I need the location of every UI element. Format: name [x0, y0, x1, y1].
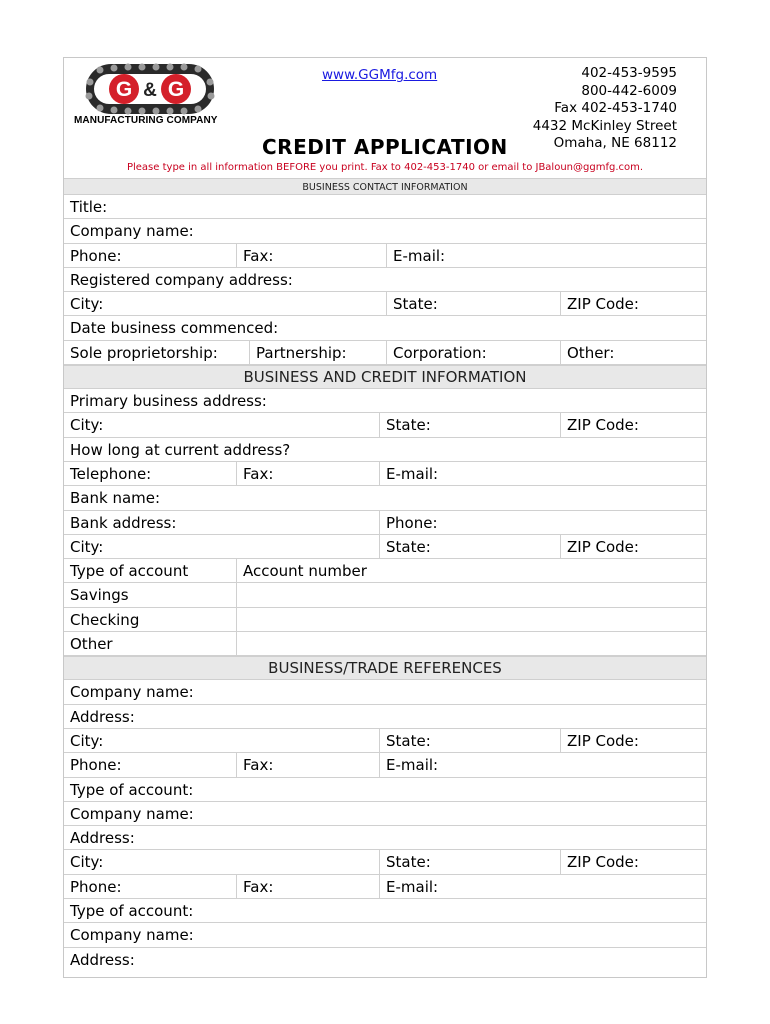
form-row — [64, 511, 706, 535]
email-field[interactable]: E-mail: — [386, 244, 708, 267]
sole-proprietorship-field[interactable]: Sole proprietorship: — [70, 343, 218, 362]
ref2-company-name-field[interactable]: Company name: — [70, 804, 194, 823]
zip-field[interactable]: ZIP Code: — [560, 413, 708, 436]
ref1-phone-field[interactable]: Phone: — [70, 756, 122, 775]
ref1-zip-field[interactable]: ZIP Code: — [560, 729, 708, 752]
form-row — [64, 680, 706, 704]
ref2-type-of-account-field[interactable]: Type of account: — [70, 902, 194, 921]
form-header — [64, 58, 706, 178]
ref1-type-of-account-field[interactable]: Type of account: — [70, 780, 194, 799]
corporation-field[interactable]: Corporation: — [386, 341, 560, 364]
ref2-state-field[interactable]: State: — [379, 850, 560, 873]
contact-block — [533, 65, 677, 153]
form-row — [64, 244, 706, 268]
ref1-address-field[interactable]: Address: — [70, 707, 135, 726]
form-row — [64, 729, 706, 753]
ref1-fax-field[interactable]: Fax: — [236, 753, 379, 776]
form-row — [64, 850, 706, 874]
bank-phone-field[interactable]: Phone: — [379, 511, 708, 534]
other-entity-field[interactable]: Other: — [560, 341, 708, 364]
form-row — [64, 778, 706, 802]
form-row — [64, 316, 706, 340]
contact-fax: Fax 402-453-1740 — [554, 100, 677, 116]
title-field[interactable]: Title: — [70, 198, 108, 216]
section-business-credit: BUSINESS AND CREDIT INFORMATION — [64, 365, 706, 389]
form-row — [64, 802, 706, 826]
bank-address-field[interactable]: Bank address: — [70, 513, 177, 532]
form-row — [64, 826, 706, 850]
form-row — [64, 292, 706, 316]
city-field[interactable]: City: — [70, 295, 104, 314]
how-long-field[interactable]: How long at current address? — [70, 440, 291, 459]
ref2-address-field[interactable]: Address: — [70, 829, 135, 848]
telephone-field[interactable]: Telephone: — [70, 464, 152, 483]
ref1-email-field[interactable]: E-mail: — [379, 753, 708, 776]
primary-address-field[interactable]: Primary business address: — [70, 392, 267, 411]
bank-city-field[interactable]: City: — [70, 537, 104, 556]
svg-text:&: & — [143, 80, 157, 101]
form-row — [64, 462, 706, 486]
form-row — [64, 438, 706, 462]
contact-tollfree: 800-442-6009 — [581, 82, 677, 99]
section-business-contact: BUSINESS CONTACT INFORMATION — [64, 178, 706, 195]
form-row — [64, 341, 706, 365]
checking-account-number-field[interactable] — [236, 608, 708, 631]
date-commenced-field[interactable]: Date business commenced: — [70, 319, 279, 338]
bank-zip-field[interactable]: ZIP Code: — [560, 535, 708, 558]
contact-city: Omaha, NE 68112 — [553, 135, 677, 151]
form-row — [64, 559, 706, 583]
form-row — [64, 608, 706, 632]
form-row — [64, 413, 706, 437]
ref2-fax-field[interactable]: Fax: — [236, 875, 379, 898]
svg-text:G: G — [115, 78, 133, 101]
company-name-field[interactable]: Company name: — [70, 222, 194, 241]
bank-name-field[interactable]: Bank name: — [70, 489, 161, 508]
form-row — [64, 535, 706, 559]
ref2-zip-field[interactable]: ZIP Code: — [560, 850, 708, 873]
website-link[interactable]: www.GGMfg.com — [322, 67, 438, 83]
contact-street: 4432 McKinley Street — [532, 117, 677, 134]
form-row — [64, 705, 706, 729]
form-row — [64, 923, 706, 947]
form-row — [64, 195, 706, 219]
ref1-company-name-field[interactable]: Company name: — [70, 683, 194, 702]
form-row — [64, 389, 706, 413]
ref2-city-field[interactable]: City: — [70, 853, 104, 872]
partnership-field[interactable]: Partnership: — [249, 341, 386, 364]
other-account-label: Other — [70, 635, 113, 654]
savings-account-number-field[interactable] — [236, 583, 708, 606]
checking-label: Checking — [70, 610, 140, 629]
form-row — [64, 219, 706, 243]
ref2-email-field[interactable]: E-mail: — [379, 875, 708, 898]
zip-field[interactable]: ZIP Code: — [560, 292, 708, 315]
svg-text:G: G — [167, 78, 185, 101]
form-row — [64, 875, 706, 899]
city-field[interactable]: City: — [70, 416, 104, 435]
registered-address-field[interactable]: Registered company address: — [70, 270, 293, 289]
instructions-notice: Please type in all information BEFORE you print. Fax to 402-453-1740 or email to JBaloun@ggmfg.com. — [126, 162, 644, 173]
email-field[interactable]: E-mail: — [379, 462, 708, 485]
contact-phone: 402-453-9595 — [581, 65, 677, 81]
phone-field[interactable]: Phone: — [70, 246, 122, 265]
ref2-phone-field[interactable]: Phone: — [70, 877, 122, 896]
page-title: CREDIT APPLICATION — [262, 135, 508, 159]
ref3-address-field[interactable]: Address: — [70, 950, 135, 969]
ref1-city-field[interactable]: City: — [70, 731, 104, 750]
ref3-company-name-field[interactable]: Company name: — [70, 926, 194, 945]
state-field[interactable]: State: — [379, 413, 560, 436]
form-row — [64, 486, 706, 510]
state-field[interactable]: State: — [386, 292, 560, 315]
form-row — [64, 583, 706, 607]
fax-field[interactable]: Fax: — [236, 462, 379, 485]
form-row — [64, 948, 706, 972]
form-row — [64, 899, 706, 923]
ref1-state-field[interactable]: State: — [379, 729, 560, 752]
other-account-number-field[interactable] — [236, 632, 708, 655]
credit-application-form — [63, 57, 707, 978]
savings-label: Savings — [70, 586, 129, 605]
account-number-header: Account number — [236, 559, 708, 582]
type-of-account-header: Type of account — [70, 562, 189, 581]
form-row — [64, 753, 706, 777]
form-row — [64, 268, 706, 292]
bank-state-field[interactable]: State: — [379, 535, 560, 558]
company-caption: MANUFACTURING COMPANY — [74, 115, 218, 126]
section-trade-references: BUSINESS/TRADE REFERENCES — [64, 656, 706, 680]
fax-field[interactable]: Fax: — [236, 244, 386, 267]
form-row — [64, 632, 706, 656]
